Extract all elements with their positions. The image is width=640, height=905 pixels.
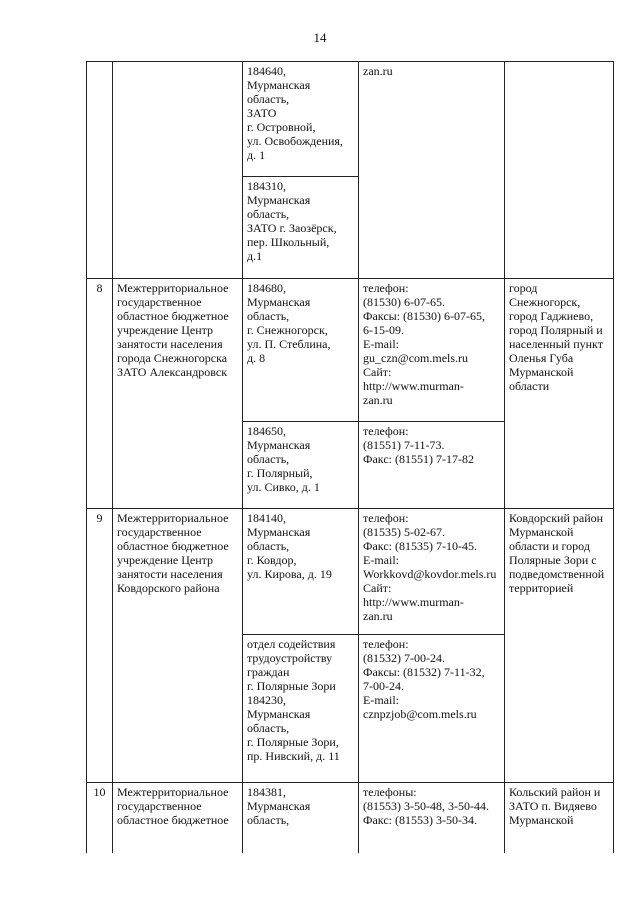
address-cell: 184650, Мурманская область, г. Полярный, ул. Сивко, д. 1 [243, 422, 359, 509]
table-row [87, 783, 614, 853]
address-cell: 184310, Мурманская область, ЗАТО г. Заозёрск, пер. Школьный, д.1 [243, 177, 359, 279]
contacts-cell: телефон: (81535) 5-02-67. Факс: (81535) 7-10-45. E-mail: Workkovd@kovdor.mels.ru Сайт: http://www.murman- zan.ru [359, 509, 505, 635]
institution-name: Межтерриториальное государственное областное бюджетное [113, 783, 243, 853]
institution-name [113, 62, 243, 279]
territory-cell [505, 62, 614, 279]
address-cell: отдел содействия трудоустройству граждан г. Полярные Зори 184230, Мурманская область, г. Полярные Зори, пр. Нивский, д. 11 [243, 635, 359, 783]
table-row [87, 279, 614, 422]
table-row [87, 62, 614, 177]
row-number [87, 62, 113, 279]
table-row [87, 509, 614, 635]
address-cell: 184140, Мурманская область, г. Ковдор, ул. Кирова, д. 19 [243, 509, 359, 635]
territory-cell: город Снежногорск, город Гаджиево, город Полярный и населенный пункт Оленья Губа Мурманской области [505, 279, 614, 509]
territory-cell: Кольский район и ЗАТО п. Видяево Мурманской [505, 783, 614, 853]
address-cell: 184640, Мурманская область, ЗАТО г. Островной, ул. Освобождения, д. 1 [243, 62, 359, 177]
contacts-cell: телефон: (81551) 7-11-73. Факс: (81551) 7-17-82 [359, 422, 505, 509]
contacts-cell: zan.ru [359, 62, 505, 279]
territory-cell: Ковдорский район Мурманской области и город Полярные Зори с подведомственной территорией [505, 509, 614, 783]
contacts-cell: телефон: (81530) 6-07-65. Факсы: (81530) 6-07-65, 6-15-09. E-mail: gu_czn@com.mels.ru Сайт: http://www.murman- zan.ru [359, 279, 505, 422]
row-number: 9 [87, 509, 113, 783]
address-cell: 184381, Мурманская область, [243, 783, 359, 853]
employment-centers-table [86, 61, 614, 853]
contacts-cell: телефоны: (81553) 3-50-48, 3-50-44. Факс: (81553) 3-50-34. [359, 783, 505, 853]
row-number: 8 [87, 279, 113, 509]
institution-name: Межтерриториальное государственное областное бюджетное учреждение Центр занятости населения города Снежногорска ЗАТО Александровск [113, 279, 243, 509]
page-number: 14 [313, 30, 327, 45]
address-cell: 184680, Мурманская область, г. Снежногорск, ул. П. Стеблина, д. 8 [243, 279, 359, 422]
institution-name: Межтерриториальное государственное областное бюджетное учреждение Центр занятости населения Ковдорского района [113, 509, 243, 783]
contacts-cell: телефон: (81532) 7-00-24. Факсы: (81532) 7-11-32, 7-00-24. E-mail: cznpzjob@com.mels.ru [359, 635, 505, 783]
row-number: 10 [87, 783, 113, 853]
